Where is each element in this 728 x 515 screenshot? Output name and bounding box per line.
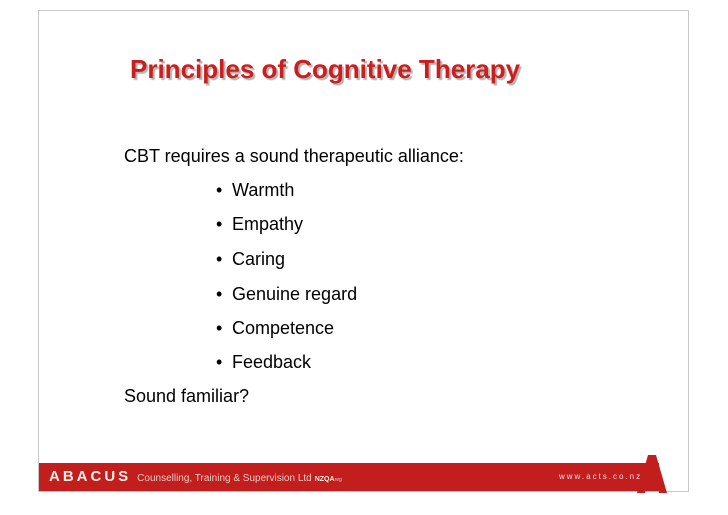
bullet-marker: • xyxy=(216,284,223,304)
abacus-a-logo-icon xyxy=(637,455,667,493)
nzqa-mark: NZQA xyxy=(314,476,335,483)
footer-url: www.acts.co.nz xyxy=(559,472,643,481)
closing-text: Sound familiar? xyxy=(124,386,250,406)
brand-tagline: Counselling, Training & Supervision Ltd xyxy=(137,473,312,484)
bullet-item xyxy=(216,352,311,373)
bullet-item xyxy=(216,249,285,270)
bullet-marker: • xyxy=(216,214,223,234)
bullet-label: Caring xyxy=(232,249,286,269)
bullet-label: Warmth xyxy=(232,180,295,200)
bullet-item xyxy=(216,284,357,305)
bullet-marker: • xyxy=(216,249,223,269)
intro-text: CBT requires a sound therapeutic alliance: xyxy=(124,146,464,166)
bullet-label: Competence xyxy=(232,318,335,338)
footer-brand xyxy=(49,465,342,489)
brand-name: ABACUS xyxy=(49,468,132,485)
bullet-marker: • xyxy=(216,352,223,372)
bullet-label: Feedback xyxy=(232,352,312,372)
bullet-item xyxy=(216,180,294,201)
bullet-label: Empathy xyxy=(232,214,304,234)
slide-title: Principles of Cognitive Therapy xyxy=(130,54,521,84)
bullet-marker: • xyxy=(216,180,223,200)
bullet-item xyxy=(216,318,334,339)
bullet-label: Genuine regard xyxy=(232,284,358,304)
nzqa-reg: reg xyxy=(334,477,342,483)
bullet-marker: • xyxy=(216,318,223,338)
bullet-item xyxy=(216,214,303,235)
